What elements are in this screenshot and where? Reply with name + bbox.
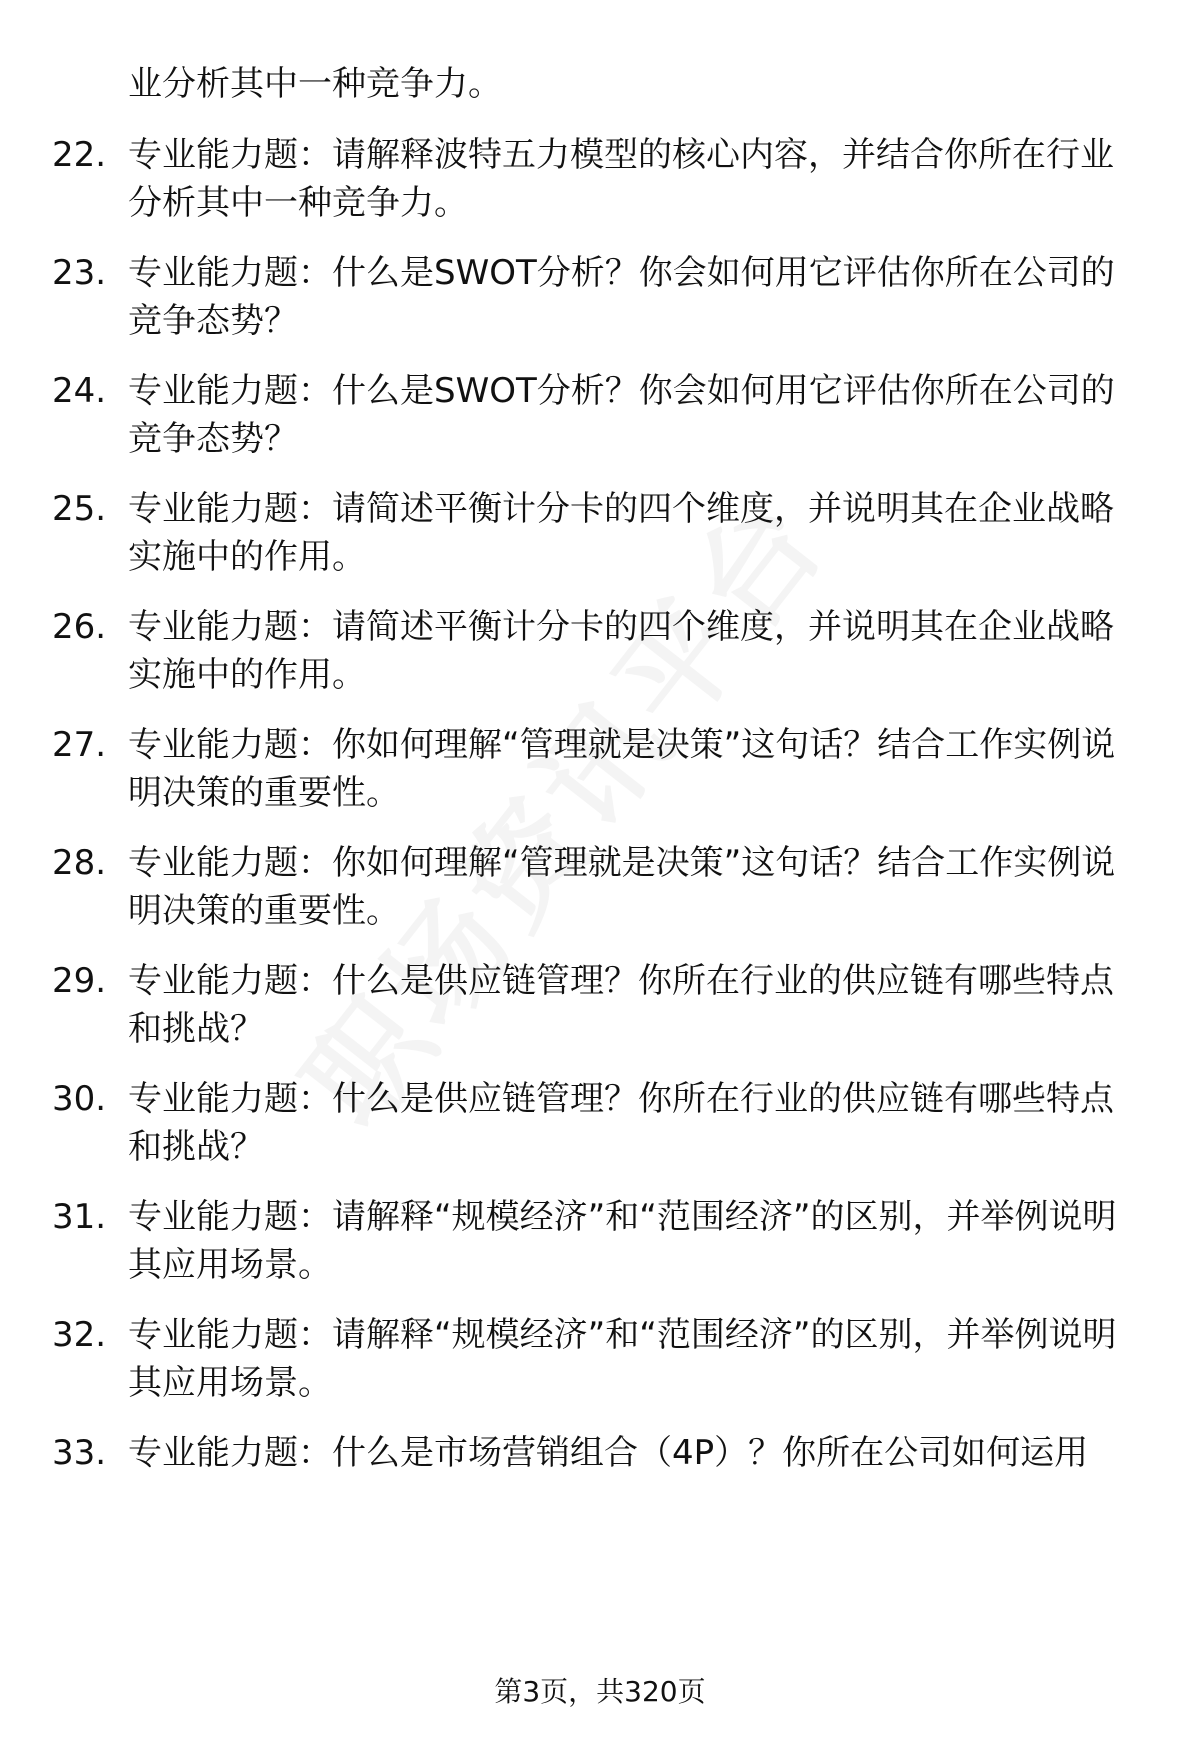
question-number: 30. bbox=[52, 1079, 107, 1119]
question-number: 33. bbox=[52, 1433, 107, 1473]
continuation-text: 业分析其中一种竞争力。 bbox=[128, 64, 502, 104]
question-text: 专业能力题：请解释波特五力模型的核心内容，并结合你所在行业分析其中一种竞争力。 bbox=[128, 135, 1114, 223]
page-footer: 第3页，共320页 bbox=[494, 1675, 706, 1708]
question-number: 26. bbox=[52, 607, 107, 647]
question-number: 25. bbox=[52, 489, 107, 529]
question-text: 专业能力题：什么是供应链管理？你所在行业的供应链有哪些特点和挑战？ bbox=[128, 1079, 1114, 1167]
question-text: 专业能力题：什么是SWOT分析？你会如何用它评估你所在公司的竞争态势？ bbox=[128, 253, 1115, 341]
question-number: 23. bbox=[52, 253, 107, 293]
question-number: 28. bbox=[52, 843, 107, 883]
question-number: 22. bbox=[52, 135, 107, 175]
question-number: 32. bbox=[52, 1315, 107, 1355]
question-text: 专业能力题：你如何理解“管理就是决策”这句话？结合工作实例说明决策的重要性。 bbox=[128, 725, 1116, 813]
question-text: 专业能力题：请解释“规模经济”和“范围经济”的区别，并举例说明其应用场景。 bbox=[128, 1197, 1117, 1285]
question-text: 专业能力题：请简述平衡计分卡的四个维度，并说明其在企业战略实施中的作用。 bbox=[128, 489, 1114, 577]
question-text: 专业能力题：请简述平衡计分卡的四个维度，并说明其在企业战略实施中的作用。 bbox=[128, 607, 1114, 695]
question-text: 专业能力题：你如何理解“管理就是决策”这句话？结合工作实例说明决策的重要性。 bbox=[128, 843, 1116, 931]
question-number: 27. bbox=[52, 725, 107, 765]
question-number: 24. bbox=[52, 371, 107, 411]
question-number: 29. bbox=[52, 961, 107, 1001]
question-text: 专业能力题：什么是供应链管理？你所在行业的供应链有哪些特点和挑战？ bbox=[128, 961, 1114, 1049]
question-text: 专业能力题：请解释“规模经济”和“范围经济”的区别，并举例说明其应用场景。 bbox=[128, 1315, 1117, 1403]
question-number: 31. bbox=[52, 1197, 107, 1237]
question-text: 专业能力题：什么是市场营销组合（4P）？你所在公司如何运用 bbox=[128, 1433, 1089, 1473]
question-text: 专业能力题：什么是SWOT分析？你会如何用它评估你所在公司的竞争态势？ bbox=[128, 371, 1115, 459]
